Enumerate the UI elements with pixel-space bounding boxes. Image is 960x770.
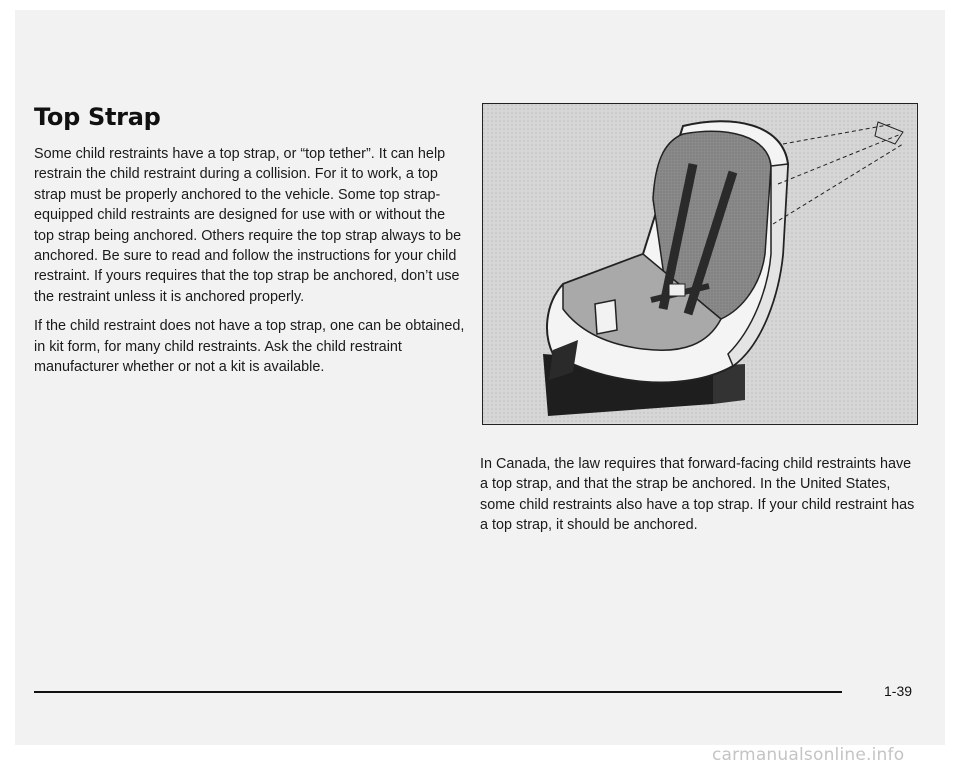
child-seat-illustration-frame [482,103,918,425]
paragraph-top-strap-intro: Some child restraints have a top strap, or “top tether”. It can help restrain the child restraint during a collision. For it to work, a top strap must be properly anchored to the vehicle. Some top strap-equipped child restraints are designed for use with or without the top strap being anchored. Others require the top strap always to be anchored. Be sure to read and follow the instructions for your child restraint. If yours requires that the top strap be anchored, don’t use the restraint unless it is anchored properly. [34,146,462,305]
right-column [480,454,920,545]
footer-rule [34,691,842,693]
paragraph-canada-law: In Canada, the law requires that forward-facing child restraints have a top strap, and that the strap be anchored. In the United States, some child restraints also have a top strap. If your child restraint has a top strap, it should be anchored. [480,456,915,534]
section-heading: Top Strap [34,103,161,131]
watermark: carmanualsonline.info [712,745,905,765]
page-number: 1-39 [884,683,913,699]
child-seat-illustration [483,104,916,423]
paragraph-kit-availability: If the child restraint does not have a top strap, one can be obtained, in kit form, for many child restraints. Ask the child restraint manufacturer whether or not a kit is available. [34,318,465,376]
left-column [34,144,466,386]
